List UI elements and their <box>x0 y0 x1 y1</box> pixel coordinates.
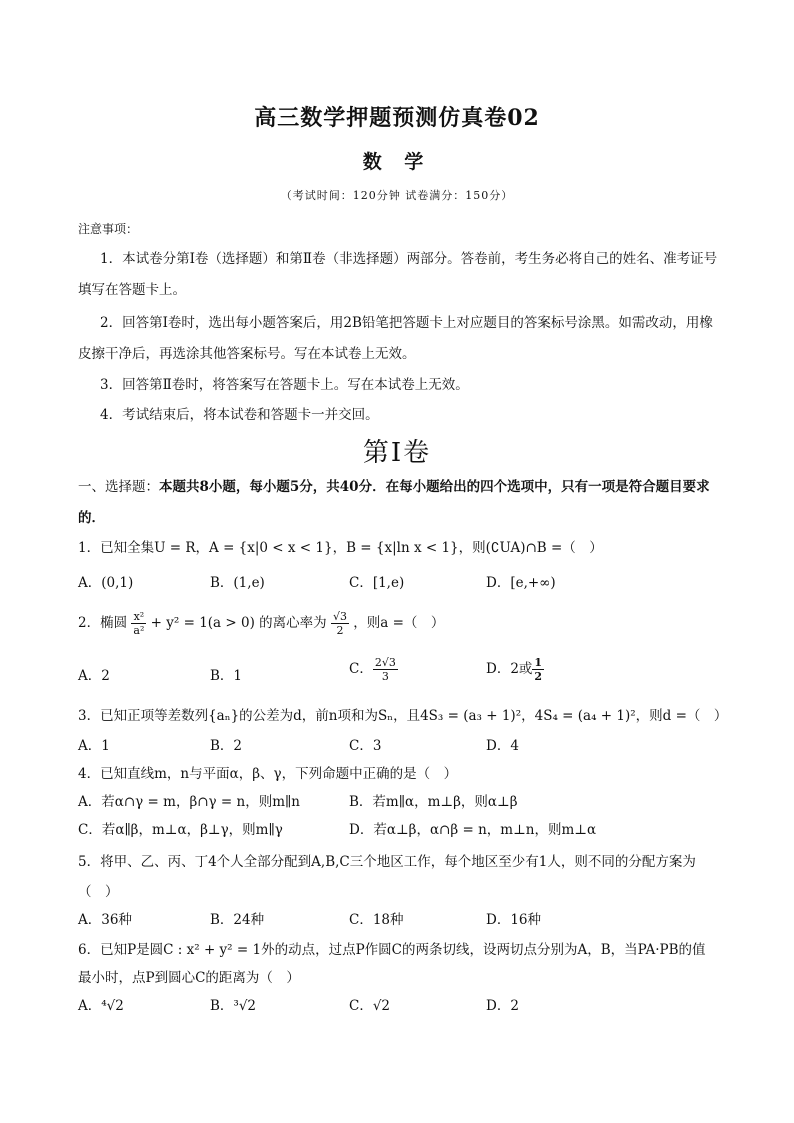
q3-option-b: B．2 <box>210 738 243 754</box>
q6-option-c: C．√2 <box>349 998 391 1014</box>
q2-frac-num: x² <box>131 610 146 624</box>
q6-option-d: D．2 <box>486 998 519 1014</box>
q5-option-a: A．36种 <box>78 912 132 928</box>
q2-option-d-fraction <box>532 656 544 683</box>
q4-stem: 4．已知直线m，n与平面α，β、γ，下列命题中正确的是（ ） <box>78 766 458 782</box>
q6-option-a: A．⁴√2 <box>78 998 124 1014</box>
q2-option-d-den: 2 <box>534 670 543 683</box>
section-title: 第Ⅰ卷 <box>362 438 432 468</box>
q4-option-b: B．若m∥α，m⊥β，则α⊥β <box>349 794 518 810</box>
q1-option-c: C．[1,e) <box>349 575 405 591</box>
q3-option-a: A．1 <box>78 738 110 754</box>
q2-option-c-den: 3 <box>381 670 389 683</box>
q6-stem-line1: 6．已知P是圆C : x² + y² = 1外的动点，过点P作圆C的两条切线，设两切点分别为A，B，当PA·PB的值 <box>78 942 706 958</box>
q2-option-b: B．1 <box>210 668 243 684</box>
q1-option-d: D．[e,+∞) <box>486 575 556 591</box>
part1-intro <box>78 472 722 534</box>
q3-option-c: C．3 <box>349 738 382 754</box>
notice-item-4: 4．考试结束后，将本试卷和答题卡一并交回。 <box>100 407 379 423</box>
q2-option-c-label: C． <box>349 661 373 677</box>
q6-option-b: B．³√2 <box>210 998 257 1014</box>
q2-stem-b: 的离心率为 <box>259 615 327 631</box>
q3-option-d: D．4 <box>486 738 519 754</box>
exam-info: （考试时间：120分钟 试卷满分：150分） <box>280 189 514 202</box>
q2-fraction-sqrt3 <box>331 610 349 637</box>
q1-option-b: B．(1,e) <box>210 575 265 591</box>
q2-option-a: A．2 <box>78 668 110 684</box>
q2-option-d-num: 1 <box>534 656 543 669</box>
part1-intro-text: 本题共8小题，每小题5分，共40分．在每小题给出的四个选项中，只有一项是符合题目要求的． <box>78 479 710 526</box>
notice-item-1: 1．本试卷分第Ⅰ卷（选择题）和第Ⅱ卷（非选择题）两部分。答卷前，考生务必将自己的姓名、准考证号填写在答题卡上。 <box>78 251 718 298</box>
q6-stem-line2: 最小时，点P到圆心C的距离为（ ） <box>78 970 300 986</box>
q1-stem: 1．已知全集U = R，A = {x|0 < x < 1}，B = {x|ln x < 1}，则(∁UA)∩B =（ ） <box>78 540 603 556</box>
q4-option-d: D．若α⊥β，α∩β = n，m⊥n，则m⊥α <box>349 822 597 838</box>
q5-stem-line2: （ ） <box>78 884 119 900</box>
q5-option-c: C．18种 <box>349 912 404 928</box>
q5-stem-line1: 5．将甲、乙、丙、丁4个人全部分配到A,B,C三个地区工作，每个地区至少有1人，则不同的分配方案为 <box>78 854 696 870</box>
q4-option-a: A．若α∩γ = m，β∩γ = n，则m∥n <box>78 794 300 810</box>
q5-option-b: B．24种 <box>210 912 265 928</box>
q2-option-c-fraction <box>373 656 398 683</box>
q2-eq-rest: + y² = 1(a > 0) <box>150 615 255 631</box>
q2-frac-den: a² <box>133 624 145 637</box>
notice-item-3: 3．回答第Ⅱ卷时，将答案写在答题卡上。写在本试卷上无效。 <box>100 377 469 393</box>
notice-item-2: 2．回答第Ⅰ卷时，选出每小题答案后，用2B铅笔把答题卡上对应题目的答案标号涂黑。如需改动，用橡皮擦干净后，再选涂其他答案标号。写在本试卷上无效。 <box>78 315 713 362</box>
q2-stem <box>78 610 444 637</box>
q2-stem-a: 2．椭圆 <box>78 615 128 631</box>
subject-title: 数 学 <box>362 151 432 173</box>
q2-option-c <box>349 656 398 683</box>
q4-option-c: C．若α∥β，m⊥α，β⊥γ，则m∥γ <box>78 822 283 838</box>
q5-option-d: D．16种 <box>486 912 542 928</box>
part1-intro-prefix: 一、选择题： <box>78 479 159 495</box>
q2-e-den: 2 <box>336 624 344 637</box>
q2-fraction-x2-a2 <box>131 610 146 637</box>
q1-option-a: A．(0,1) <box>78 575 134 591</box>
q2-stem-c: ，则a =（ ） <box>353 615 445 631</box>
q2-option-d-label: D．2或 <box>486 661 533 677</box>
q2-option-c-num: 2√3 <box>374 656 396 669</box>
notice-heading: 注意事项： <box>78 222 139 236</box>
q2-option-d <box>486 656 544 683</box>
q3-stem: 3．已知正项等差数列{aₙ}的公差为d，前n项和为Sₙ，且4S₃ = (a₃ + 1)²，4S₄ = (a₄ + 1)²，则d =（ ） <box>78 708 728 724</box>
q2-e-num: √3 <box>332 610 347 623</box>
paper-title: 高三数学押题预测仿真卷02 <box>254 105 540 131</box>
